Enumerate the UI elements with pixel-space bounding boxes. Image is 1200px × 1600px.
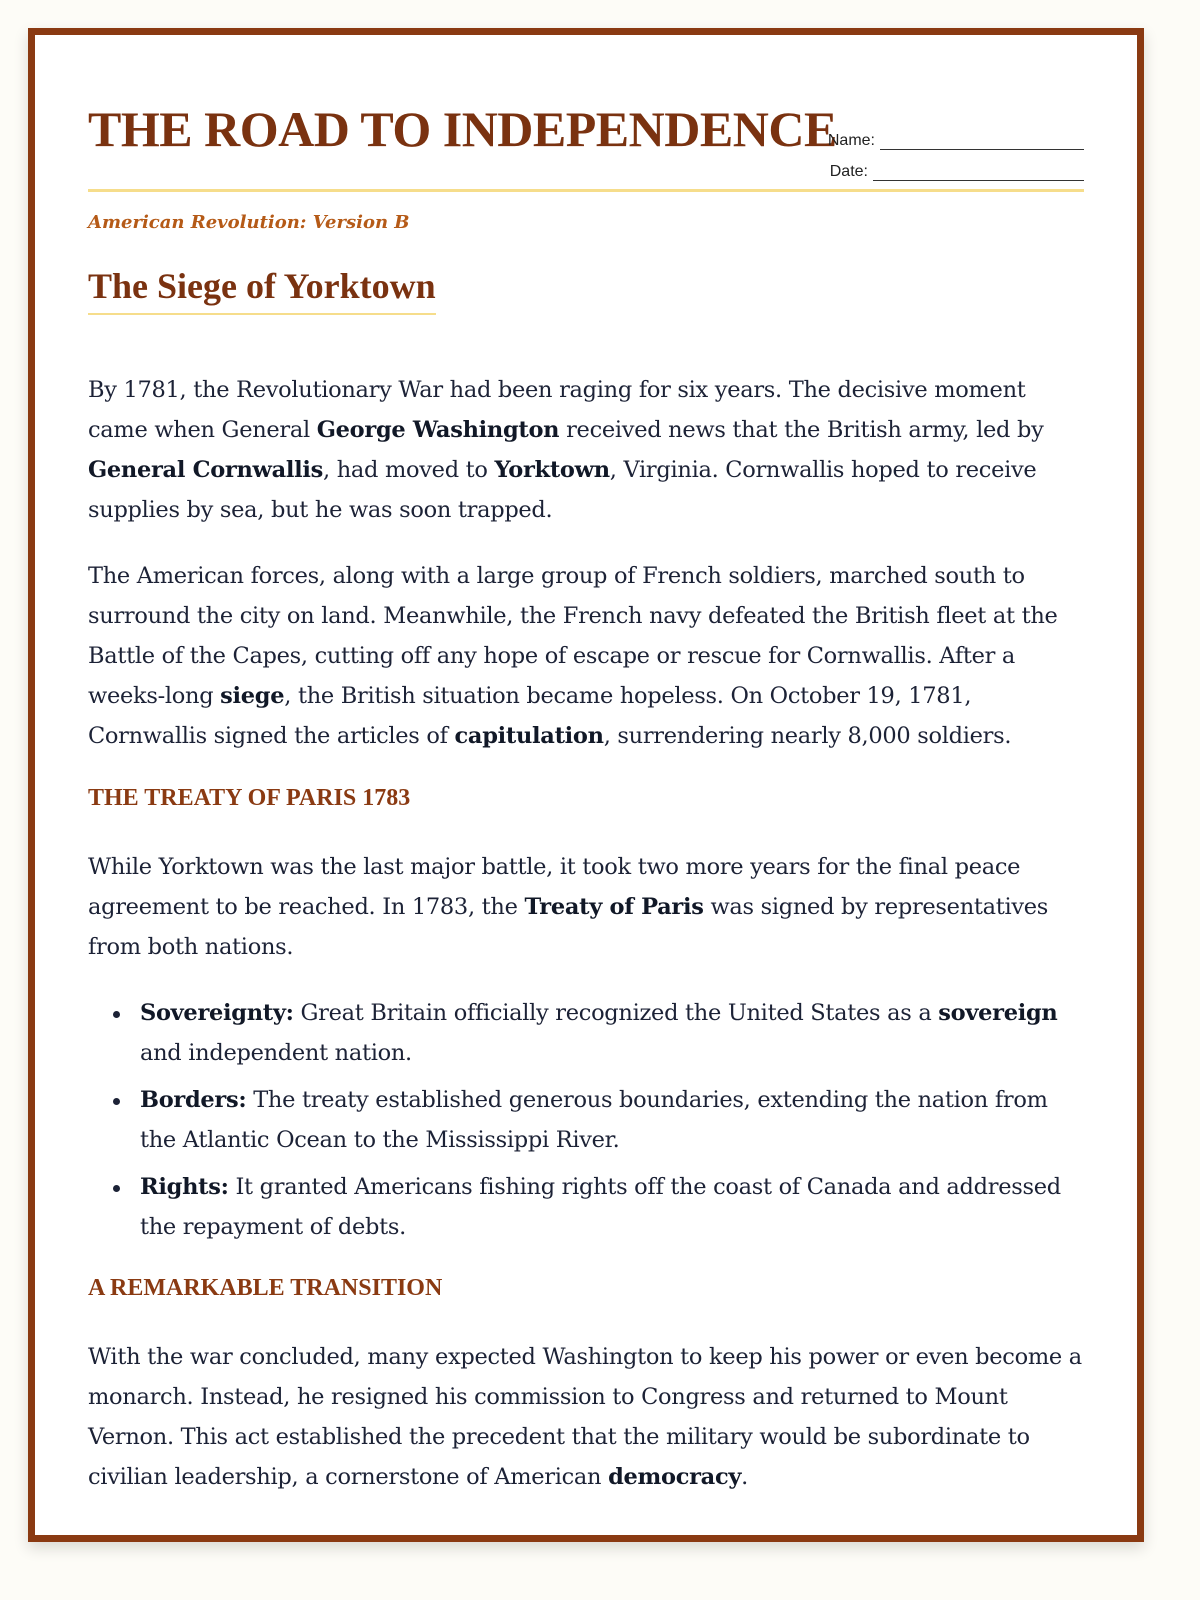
- bullet-icon: [113, 1011, 120, 1018]
- key-term: George Washington: [316, 417, 560, 443]
- paragraph-treaty: [88, 847, 1084, 967]
- text-run: received news that the British army, led by: [559, 417, 1044, 443]
- treaty-terms-list: [88, 993, 1084, 1254]
- text-run: The treaty established generous boundaries, extending the nation from the Atlantic Ocean to the Mississippi River.: [140, 1087, 1048, 1153]
- key-term: capitulation: [454, 723, 604, 749]
- date-label: Date:: [829, 163, 868, 180]
- worksheet-page: [28, 28, 1144, 1542]
- key-term: sovereign: [938, 1000, 1058, 1026]
- text-run: Great Britain officially recognized the United States as a: [293, 1000, 939, 1026]
- text-run: The American forces, along with a large group of French soldiers, marched south to surround the city on land. Meanwhile, the French navy defeated the British fleet at the Battle of the Capes, cutting off any hope of escape or rescue for Cornwallis. After a weeks-long: [88, 563, 1058, 709]
- paragraph-siege: [88, 556, 1084, 756]
- item-label: Borders:: [140, 1087, 247, 1113]
- text-run: was signed by representatives from both nations.: [88, 894, 1049, 960]
- text-run: While Yorktown was the last major battle, it took two more years for the final peace agreement to be reached. In 1783, the: [88, 854, 1021, 920]
- key-term: democracy: [608, 1464, 742, 1490]
- name-field[interactable]: [828, 119, 1084, 150]
- text-run: By 1781, the Revolutionary War had been raging for six years. The decisive moment came when General: [88, 377, 1026, 443]
- list-item-sovereignty: [88, 993, 1084, 1073]
- bullet-icon: [113, 1098, 120, 1105]
- page-title: THE ROAD TO INDEPENDENCE: [88, 101, 837, 157]
- student-info-fields: [828, 119, 1084, 181]
- heading-treaty-of-paris: THE TREATY OF PARIS 1783: [88, 785, 411, 811]
- date-field[interactable]: [828, 150, 1084, 181]
- text-run: , had moved to: [323, 457, 495, 483]
- text-run: and independent nation.: [140, 1040, 412, 1066]
- date-blank-line[interactable]: [873, 166, 1084, 181]
- item-label: Sovereignty:: [140, 1000, 294, 1026]
- paragraph-transition: [88, 1337, 1084, 1497]
- text-run: With the war concluded, many expected Washington to keep his power or even become a monarch. Instead, he resigned his commission to Congress and returned to Mount Vernon. This act established the precedent that the military would be subordinate to civilian leadership, a cornerstone of American: [88, 1344, 1082, 1490]
- text-run: It granted Americans fishing rights off the coast of Canada and addressed the repayment of debts.: [140, 1174, 1061, 1240]
- bullet-icon: [113, 1185, 120, 1192]
- section-title: The Siege of Yorktown: [88, 263, 436, 315]
- key-term: Yorktown: [494, 457, 610, 483]
- key-term: General Cornwallis: [88, 457, 324, 483]
- worksheet-subtitle: American Revolution: Version B: [88, 212, 410, 233]
- list-item-rights: [88, 1167, 1084, 1247]
- name-blank-line[interactable]: [880, 135, 1084, 150]
- key-term: Treaty of Paris: [524, 894, 704, 920]
- text-run: .: [741, 1464, 748, 1490]
- text-run: , the British situation became hopeless. On October 19, 1781, Cornwallis signed the articles of: [88, 683, 972, 749]
- list-item-borders: [88, 1080, 1084, 1160]
- text-run: , surrendering nearly 8,000 soldiers.: [603, 723, 1012, 749]
- key-term: siege: [220, 683, 285, 709]
- name-label: Name:: [827, 132, 875, 149]
- item-label: Rights:: [140, 1174, 229, 1200]
- worksheet-header: [88, 97, 1084, 192]
- worksheet-content: [88, 35, 1084, 1535]
- text-run: , Virginia. Cornwallis hoped to receive supplies by sea, but he was soon trapped.: [88, 457, 1037, 523]
- heading-remarkable-transition: A REMARKABLE TRANSITION: [88, 1275, 443, 1301]
- paragraph-yorktown-intro: [88, 370, 1084, 530]
